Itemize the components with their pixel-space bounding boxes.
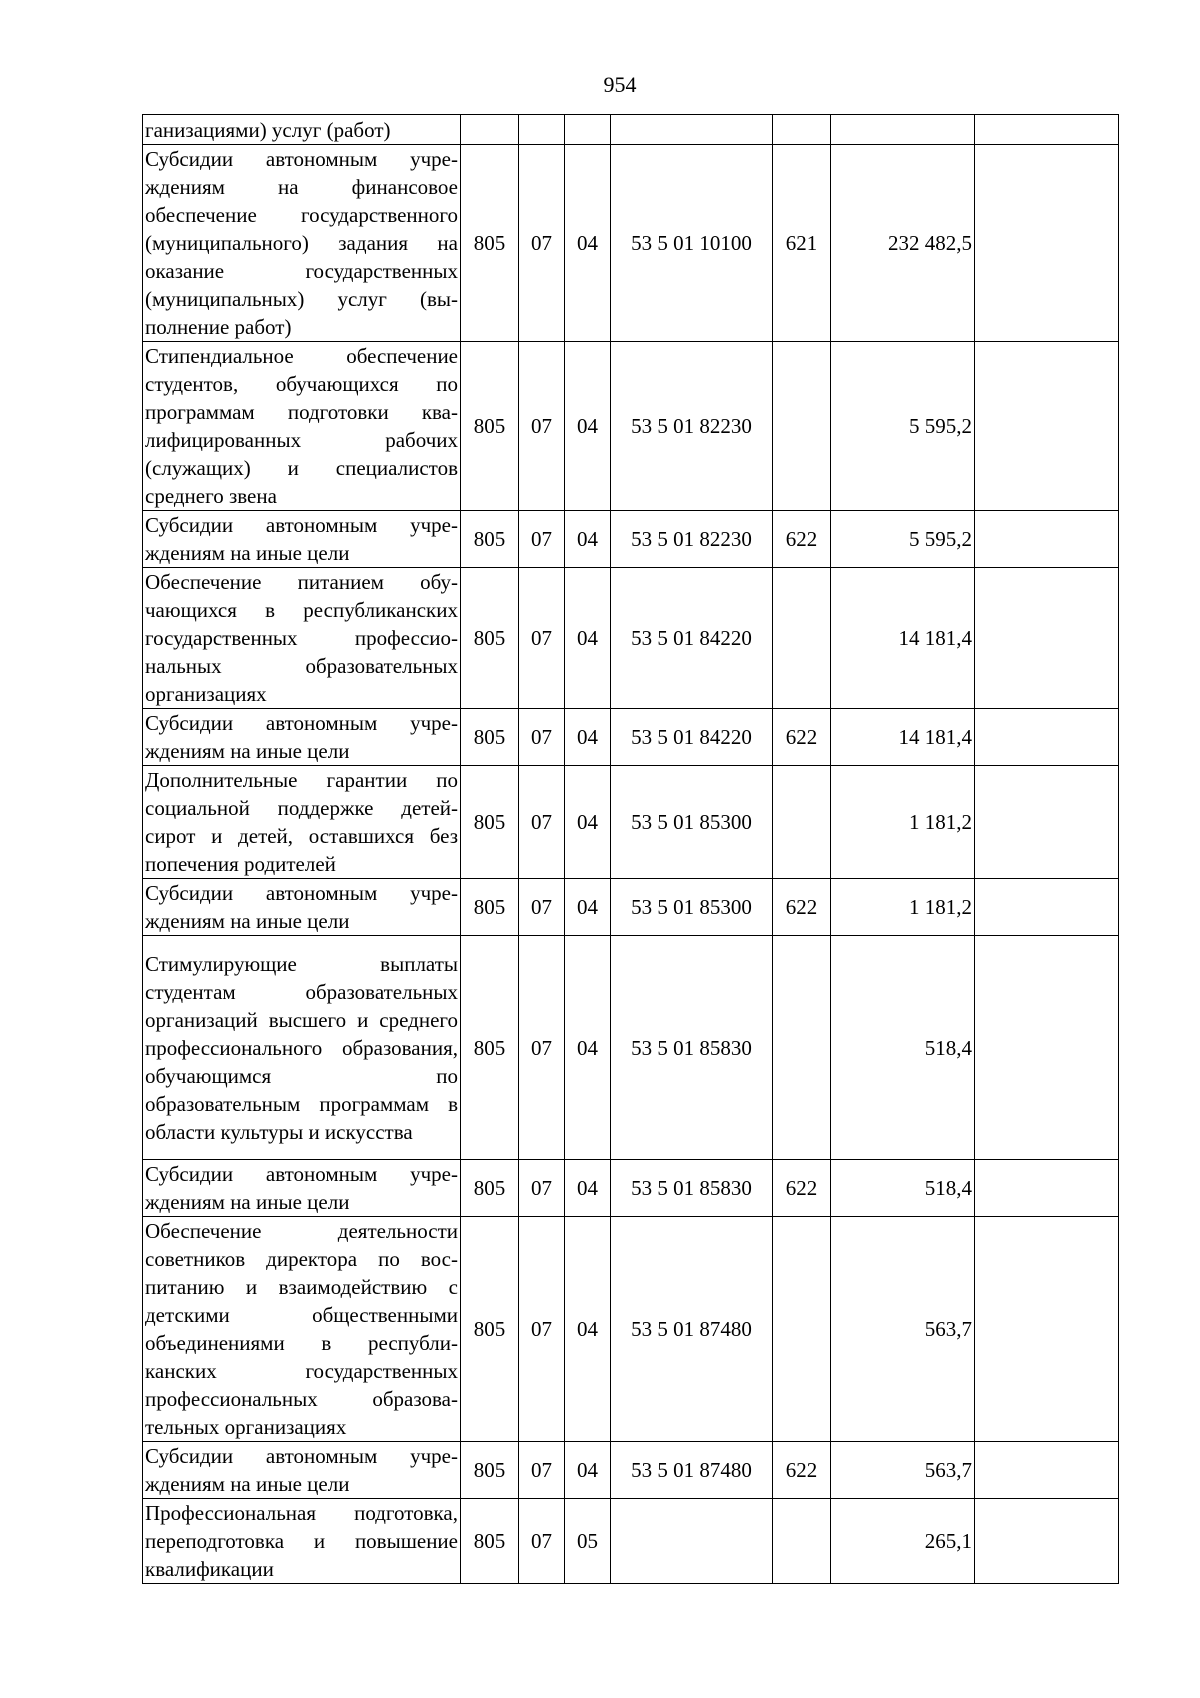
ministry-code	[461, 115, 519, 145]
target-article-code: 53 5 01 85300	[611, 879, 773, 936]
amount: 563,7	[831, 1217, 975, 1442]
amount: 1 181,2	[831, 766, 975, 879]
ministry-code: 805	[461, 1442, 519, 1499]
target-article-code: 53 5 01 84220	[611, 568, 773, 709]
ministry-code: 805	[461, 1499, 519, 1584]
section-code: 07	[519, 568, 565, 709]
budget-table	[142, 114, 1119, 1584]
expense-type-code: 622	[773, 511, 831, 568]
subsection-code: 04	[565, 568, 611, 709]
section-code: 07	[519, 1160, 565, 1217]
extra-column	[975, 936, 1119, 1160]
target-article-code: 53 5 01 85830	[611, 1160, 773, 1217]
extra-column	[975, 1160, 1119, 1217]
subsection-code: 04	[565, 936, 611, 1160]
expense-type-code	[773, 766, 831, 879]
subsection-code	[565, 115, 611, 145]
table-row	[143, 1442, 1119, 1499]
table-row	[143, 709, 1119, 766]
amount: 518,4	[831, 936, 975, 1160]
expense-type-code	[773, 936, 831, 1160]
subsection-code: 04	[565, 511, 611, 568]
extra-column	[975, 1442, 1119, 1499]
table-row	[143, 879, 1119, 936]
subsection-code: 04	[565, 879, 611, 936]
ministry-code: 805	[461, 145, 519, 342]
amount: 14 181,4	[831, 709, 975, 766]
target-article-code: 53 5 01 84220	[611, 709, 773, 766]
row-description: Субсидии автономным учреждениям на иные цели	[143, 879, 461, 936]
extra-column	[975, 879, 1119, 936]
section-code: 07	[519, 342, 565, 511]
section-code: 07	[519, 879, 565, 936]
subsection-code: 04	[565, 342, 611, 511]
expense-type-code	[773, 115, 831, 145]
expense-type-code	[773, 1217, 831, 1442]
extra-column	[975, 568, 1119, 709]
target-article-code: 53 5 01 10100	[611, 145, 773, 342]
ministry-code: 805	[461, 568, 519, 709]
target-article-code: 53 5 01 87480	[611, 1442, 773, 1499]
row-description: Субсидии автономным учреждениям на иные цели	[143, 1442, 461, 1499]
amount: 14 181,4	[831, 568, 975, 709]
extra-column	[975, 342, 1119, 511]
table-row	[143, 568, 1119, 709]
subsection-code: 04	[565, 1442, 611, 1499]
table-row	[143, 1217, 1119, 1442]
ministry-code: 805	[461, 511, 519, 568]
table-row	[143, 342, 1119, 511]
table-row	[143, 145, 1119, 342]
ministry-code: 805	[461, 879, 519, 936]
ministry-code: 805	[461, 1160, 519, 1217]
subsection-code: 04	[565, 766, 611, 879]
section-code	[519, 115, 565, 145]
section-code: 07	[519, 936, 565, 1160]
section-code: 07	[519, 766, 565, 879]
amount: 265,1	[831, 1499, 975, 1584]
section-code: 07	[519, 145, 565, 342]
table-row	[143, 1160, 1119, 1217]
row-description: Обеспечение питанием обучающихся в республиканских государственных профессиональных образовательных организациях	[143, 568, 461, 709]
target-article-code: 53 5 01 82230	[611, 511, 773, 568]
ministry-code: 805	[461, 936, 519, 1160]
expense-type-code: 622	[773, 709, 831, 766]
row-description: Дополнительные гарантии по социальной поддержке детей-сирот и детей, оставшихся без попечения родителей	[143, 766, 461, 879]
target-article-code	[611, 1499, 773, 1584]
row-description: Субсидии автономным учреждениям на иные цели	[143, 511, 461, 568]
row-description: Субсидии автономным учреждениям на иные цели	[143, 709, 461, 766]
expense-type-code: 622	[773, 879, 831, 936]
row-description: Обеспечение деятельности советников директора по воспитанию и взаимодействию с детскими общественными объединениями в республиканских государственных профессиональных образовательных организациях	[143, 1217, 461, 1442]
extra-column	[975, 766, 1119, 879]
ministry-code: 805	[461, 766, 519, 879]
table-row	[143, 1499, 1119, 1584]
row-description: Субсидии автономным учреждениям на иные цели	[143, 1160, 461, 1217]
budget-table-body	[143, 115, 1119, 1584]
row-description: Субсидии автономным учреждениям на финансовое обеспечение государственного (муниципального) задания на оказание государственных (муниципальных) услуг (выполнение работ)	[143, 145, 461, 342]
amount: 5 595,2	[831, 511, 975, 568]
target-article-code: 53 5 01 82230	[611, 342, 773, 511]
row-description: Стимулирующие выплаты студентам образовательных организаций высшего и среднего профессионального образования, обучающимся по образовательным программам в области культуры и искусства	[143, 936, 461, 1160]
section-code: 07	[519, 1217, 565, 1442]
target-article-code: 53 5 01 85830	[611, 936, 773, 1160]
target-article-code	[611, 115, 773, 145]
table-row	[143, 511, 1119, 568]
extra-column	[975, 145, 1119, 342]
amount: 5 595,2	[831, 342, 975, 511]
expense-type-code	[773, 1499, 831, 1584]
target-article-code: 53 5 01 85300	[611, 766, 773, 879]
section-code: 07	[519, 1442, 565, 1499]
amount: 518,4	[831, 1160, 975, 1217]
section-code: 07	[519, 1499, 565, 1584]
table-row	[143, 115, 1119, 145]
amount: 232 482,5	[831, 145, 975, 342]
target-article-code: 53 5 01 87480	[611, 1217, 773, 1442]
section-code: 07	[519, 511, 565, 568]
section-code: 07	[519, 709, 565, 766]
subsection-code: 04	[565, 709, 611, 766]
table-row	[143, 936, 1119, 1160]
extra-column	[975, 709, 1119, 766]
expense-type-code: 621	[773, 145, 831, 342]
extra-column	[975, 1217, 1119, 1442]
expense-type-code: 622	[773, 1160, 831, 1217]
amount	[831, 115, 975, 145]
expense-type-code	[773, 342, 831, 511]
extra-column	[975, 1499, 1119, 1584]
subsection-code: 05	[565, 1499, 611, 1584]
amount: 563,7	[831, 1442, 975, 1499]
row-description: ганизациями) услуг (работ)	[143, 115, 461, 145]
table-row	[143, 766, 1119, 879]
page-number: 954	[603, 72, 637, 97]
ministry-code: 805	[461, 342, 519, 511]
extra-column	[975, 115, 1119, 145]
subsection-code: 04	[565, 145, 611, 342]
row-description: Профессиональная подготовка, переподготовка и повышение квалификации	[143, 1499, 461, 1584]
extra-column	[975, 511, 1119, 568]
row-description: Стипендиальное обеспечение студентов, обучающихся по программам подготовки квалифицированных рабочих (служащих) и специалистов среднего звена	[143, 342, 461, 511]
ministry-code: 805	[461, 709, 519, 766]
subsection-code: 04	[565, 1217, 611, 1442]
expense-type-code: 622	[773, 1442, 831, 1499]
subsection-code: 04	[565, 1160, 611, 1217]
ministry-code: 805	[461, 1217, 519, 1442]
amount: 1 181,2	[831, 879, 975, 936]
expense-type-code	[773, 568, 831, 709]
